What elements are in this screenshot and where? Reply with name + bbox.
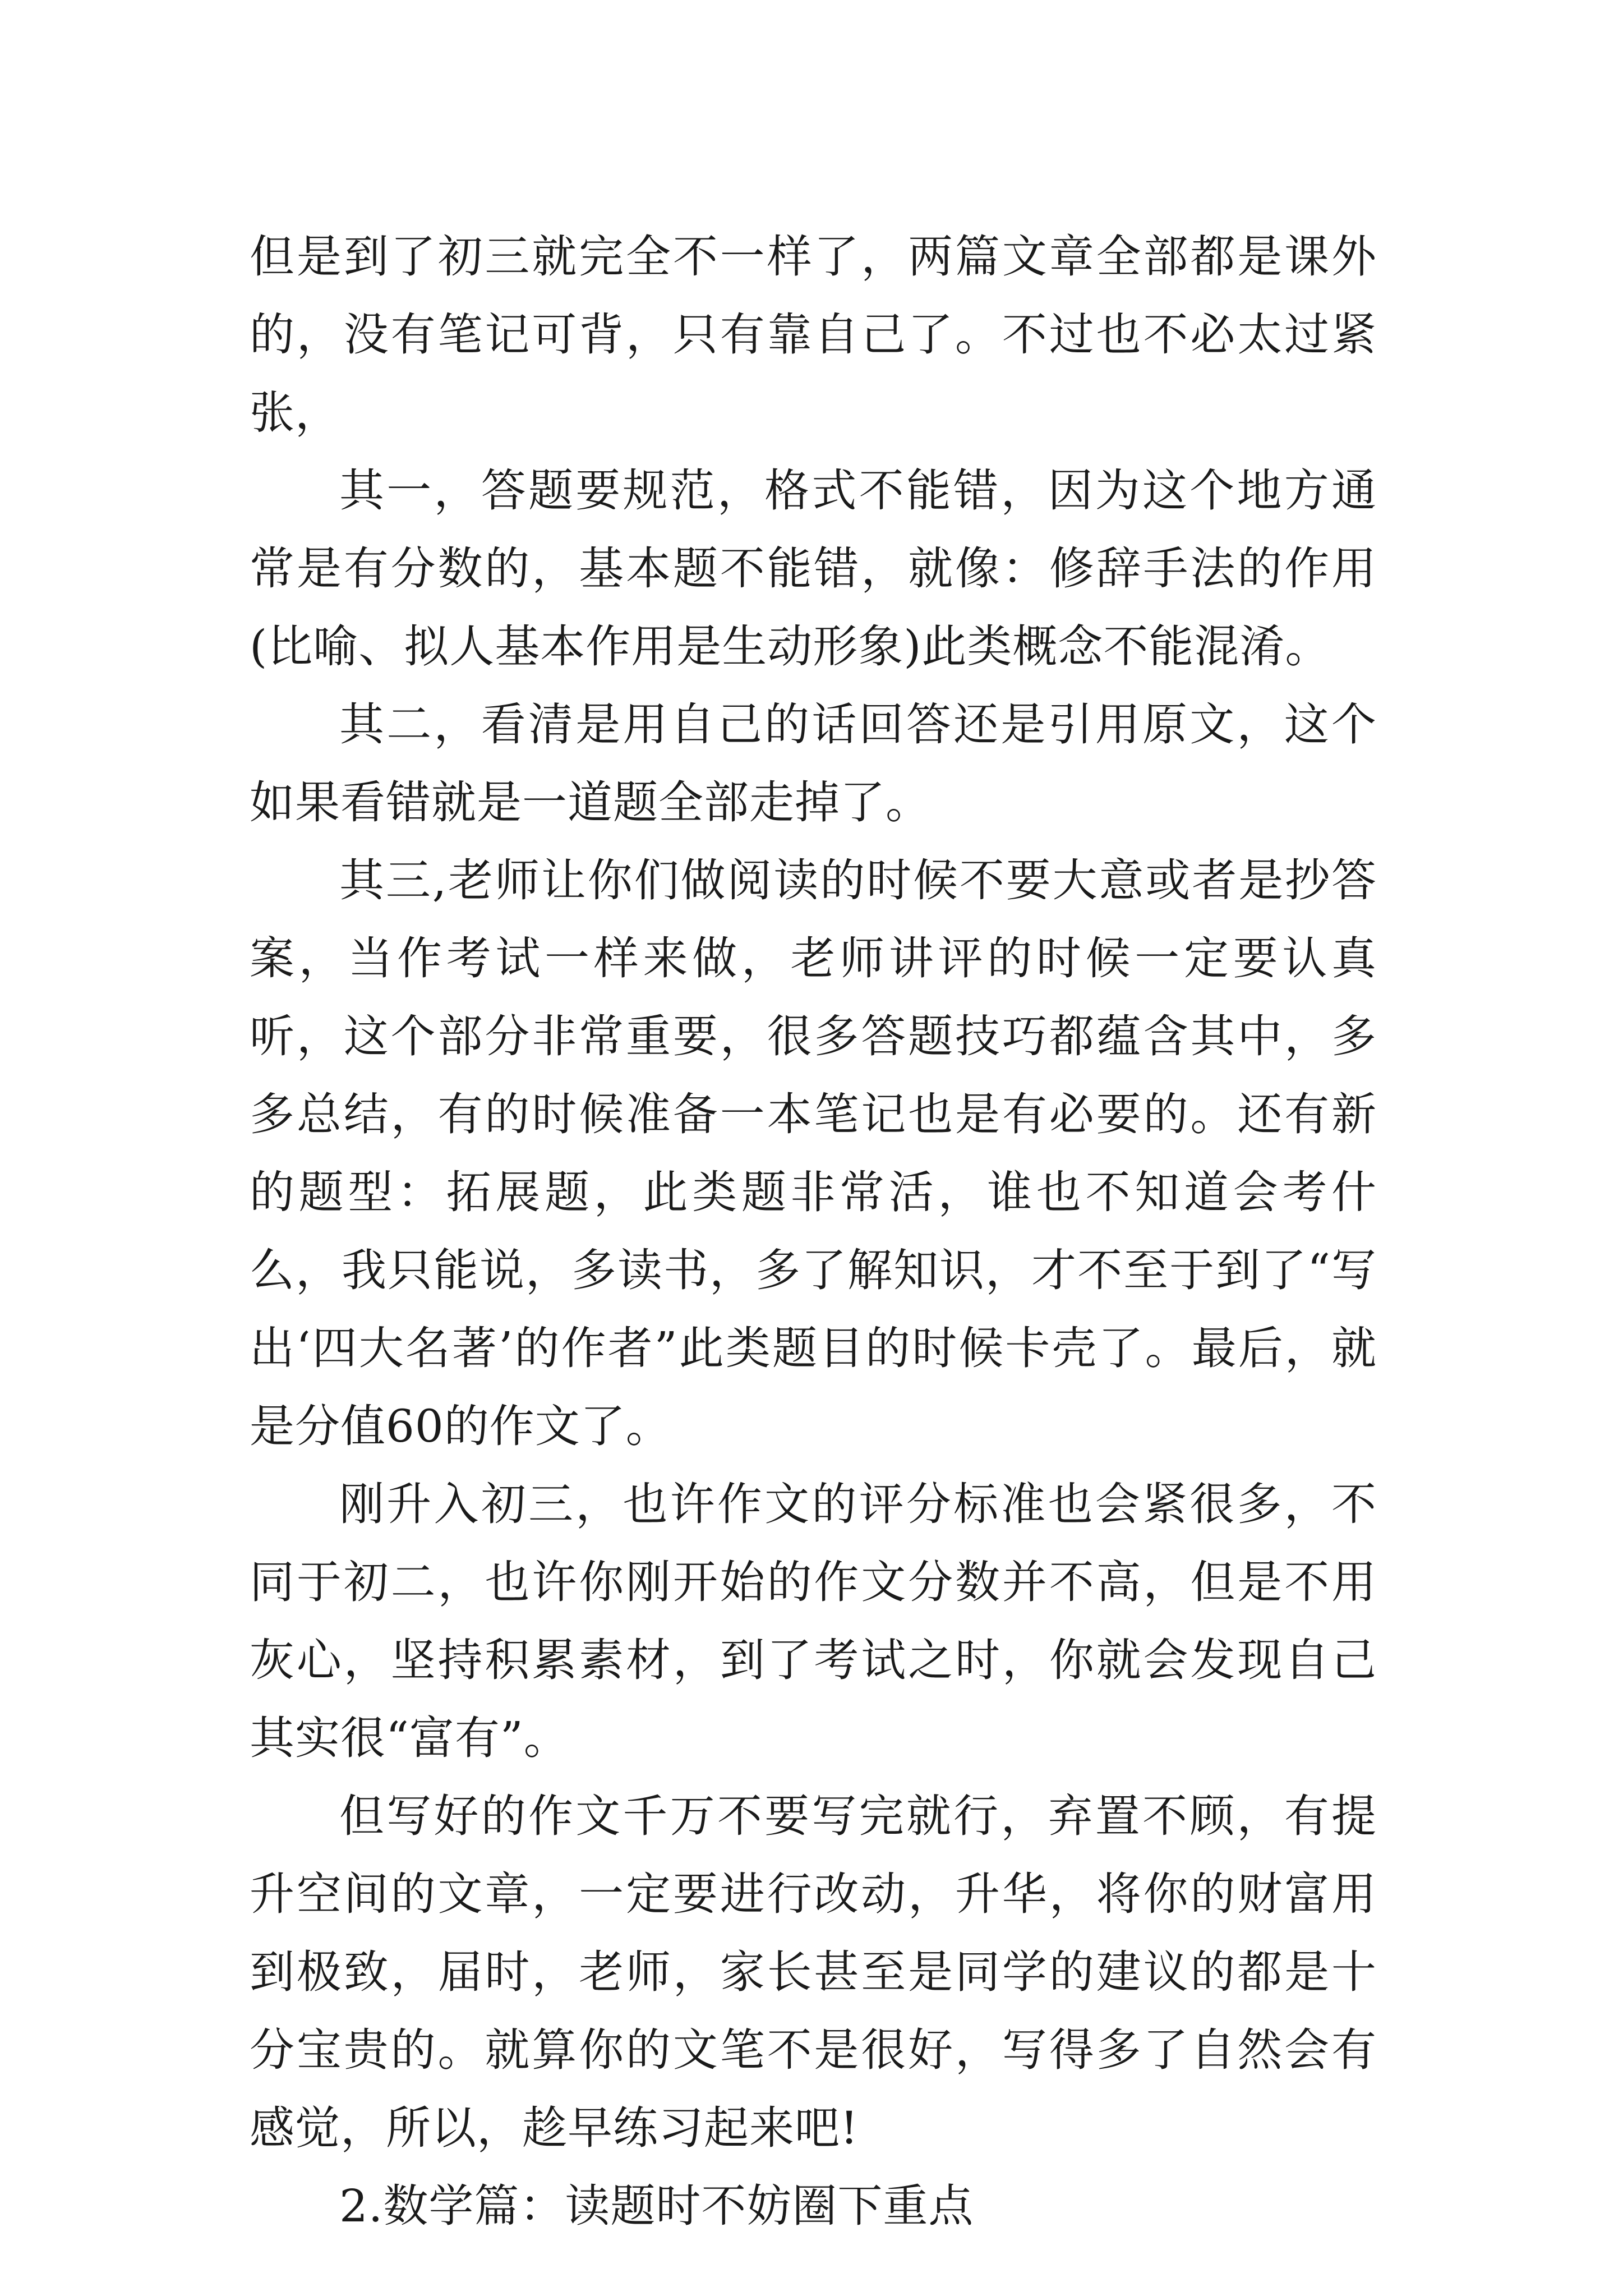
paragraph-point-three: 其三,老师让你们做阅读的时候不要大意或者是抄答案，当作考试一样来做，老师讲评的时候一定要认真听，这个部分非常重要，很多答题技巧都蕴含其中，多多总结，有的时候准备一本笔记也是有必要的。还有新的题型：拓展题，此类题非常活，谁也不知道会考什么，我只能说，多读书，多了解知识，才不至于到了“写出‘四大名著’的作者”此类题目的时候卡壳了。最后，就是分值60的作文了。 (250, 854, 1377, 1452)
paragraph-point-one: 其一，答题要规范，格式不能错，因为这个地方通常是有分数的，基本题不能错，就像：修辞手法的作用(比喻、拟人基本作用是生动形象)此类概念不能混淆。 (250, 464, 1377, 673)
paragraph-point-two: 其二，看清是用自己的话回答还是引用原文，这个如果看错就是一道题全部走掉了。 (250, 698, 1377, 829)
body-text (250, 218, 1377, 2245)
section-heading-math: 2.数学篇：读题时不妨圈下重点 (339, 2180, 974, 2232)
paragraph-continuation: 但是到了初三就完全不一样了，两篇文章全部都是课外的，没有笔记可背，只有靠自己了。不过也不必太过紧张， (250, 231, 1377, 439)
paragraph-essay-revision: 但写好的作文千万不要写完就行，弃置不顾，有提升空间的文章，一定要进行改动，升华，将你的财富用到极致，届时，老师，家长甚至是同学的建议的都是十分宝贵的。就算你的文笔不是很好，写得多了自然会有感觉，所以，趁早练习起来吧! (250, 1790, 1377, 2154)
paragraph-essay-grading: 刚升入初三，也许作文的评分标准也会紧很多，不同于初二，也许你刚开始的作文分数并不高，但是不用灰心，坚持积累素材，到了考试之时，你就会发现自己其实很“富有”。 (250, 1478, 1377, 1764)
